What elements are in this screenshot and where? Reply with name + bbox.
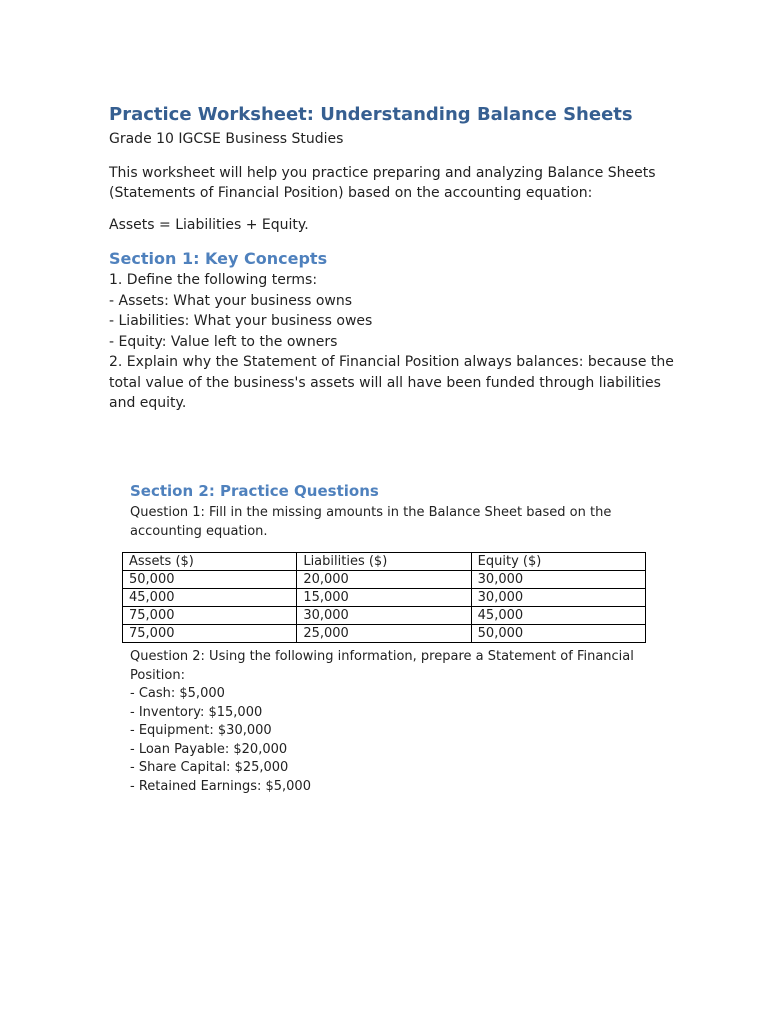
table-header-row xyxy=(123,553,646,571)
table-cell: 50,000 xyxy=(471,625,645,643)
question2-list xyxy=(130,685,660,796)
table-cell: 30,000 xyxy=(471,589,645,607)
page-subtitle: Grade 10 IGCSE Business Studies xyxy=(109,131,344,147)
table-cell: 15,000 xyxy=(297,589,471,607)
table-header-equity: Equity ($) xyxy=(471,553,645,571)
section1-line: - Assets: What your business owns xyxy=(109,292,353,309)
list-item: - Retained Earnings: $5,000 xyxy=(130,778,311,794)
table-header-liabilities: Liabilities ($) xyxy=(297,553,471,571)
section1-line: - Liabilities: What your business owes xyxy=(109,313,373,329)
table-cell: 75,000 xyxy=(123,607,297,625)
section1-question2: 2. Explain why the Statement of Financial Position always balances: because the total value of the business's assets will all have been funded through liabilities and equity. xyxy=(109,354,674,411)
question2-block xyxy=(130,648,660,796)
table-cell: 25,000 xyxy=(297,625,471,643)
list-item: - Share Capital: $25,000 xyxy=(130,760,289,775)
section1-heading: Section 1: Key Concepts xyxy=(109,249,328,268)
list-item: - Inventory: $15,000 xyxy=(130,704,263,720)
table-cell: 45,000 xyxy=(123,589,297,607)
balance-sheet-table xyxy=(122,552,646,643)
table-cell: 30,000 xyxy=(297,607,471,625)
list-item: - Loan Payable: $20,000 xyxy=(130,741,288,757)
question2-text: Question 2: Using the following information, prepare a Statement of Financial Position: xyxy=(130,649,634,683)
section1-line: 1. Define the following terms: xyxy=(109,272,318,288)
accounting-equation: Assets = Liabilities + Equity. xyxy=(109,217,309,233)
table-cell: 50,000 xyxy=(123,571,297,589)
table-row xyxy=(123,625,646,643)
section1-body xyxy=(109,270,709,414)
table-row xyxy=(123,589,646,607)
table-cell: 30,000 xyxy=(471,571,645,589)
table-cell: 45,000 xyxy=(471,607,645,625)
page-title: Practice Worksheet: Understanding Balance Sheets xyxy=(109,104,633,125)
table-cell: 75,000 xyxy=(123,625,297,643)
intro-paragraph: This worksheet will help you practice preparing and analyzing Balance Sheets (Statements of Financial Position) based on the accounting equation: xyxy=(109,165,656,201)
table-row xyxy=(123,607,646,625)
list-item: - Cash: $5,000 xyxy=(130,686,225,701)
table-cell: 20,000 xyxy=(297,571,471,589)
section2-block xyxy=(130,481,660,541)
table-header-assets: Assets ($) xyxy=(123,553,297,571)
section2-heading: Section 2: Practice Questions xyxy=(130,482,379,500)
list-item: - Equipment: $30,000 xyxy=(130,723,272,738)
section1-line: - Equity: Value left to the owners xyxy=(109,333,338,350)
header-block xyxy=(109,103,709,414)
table-row xyxy=(123,571,646,589)
question1-text: Question 1: Fill in the missing amounts in the Balance Sheet based on the accounting equation. xyxy=(130,505,612,539)
